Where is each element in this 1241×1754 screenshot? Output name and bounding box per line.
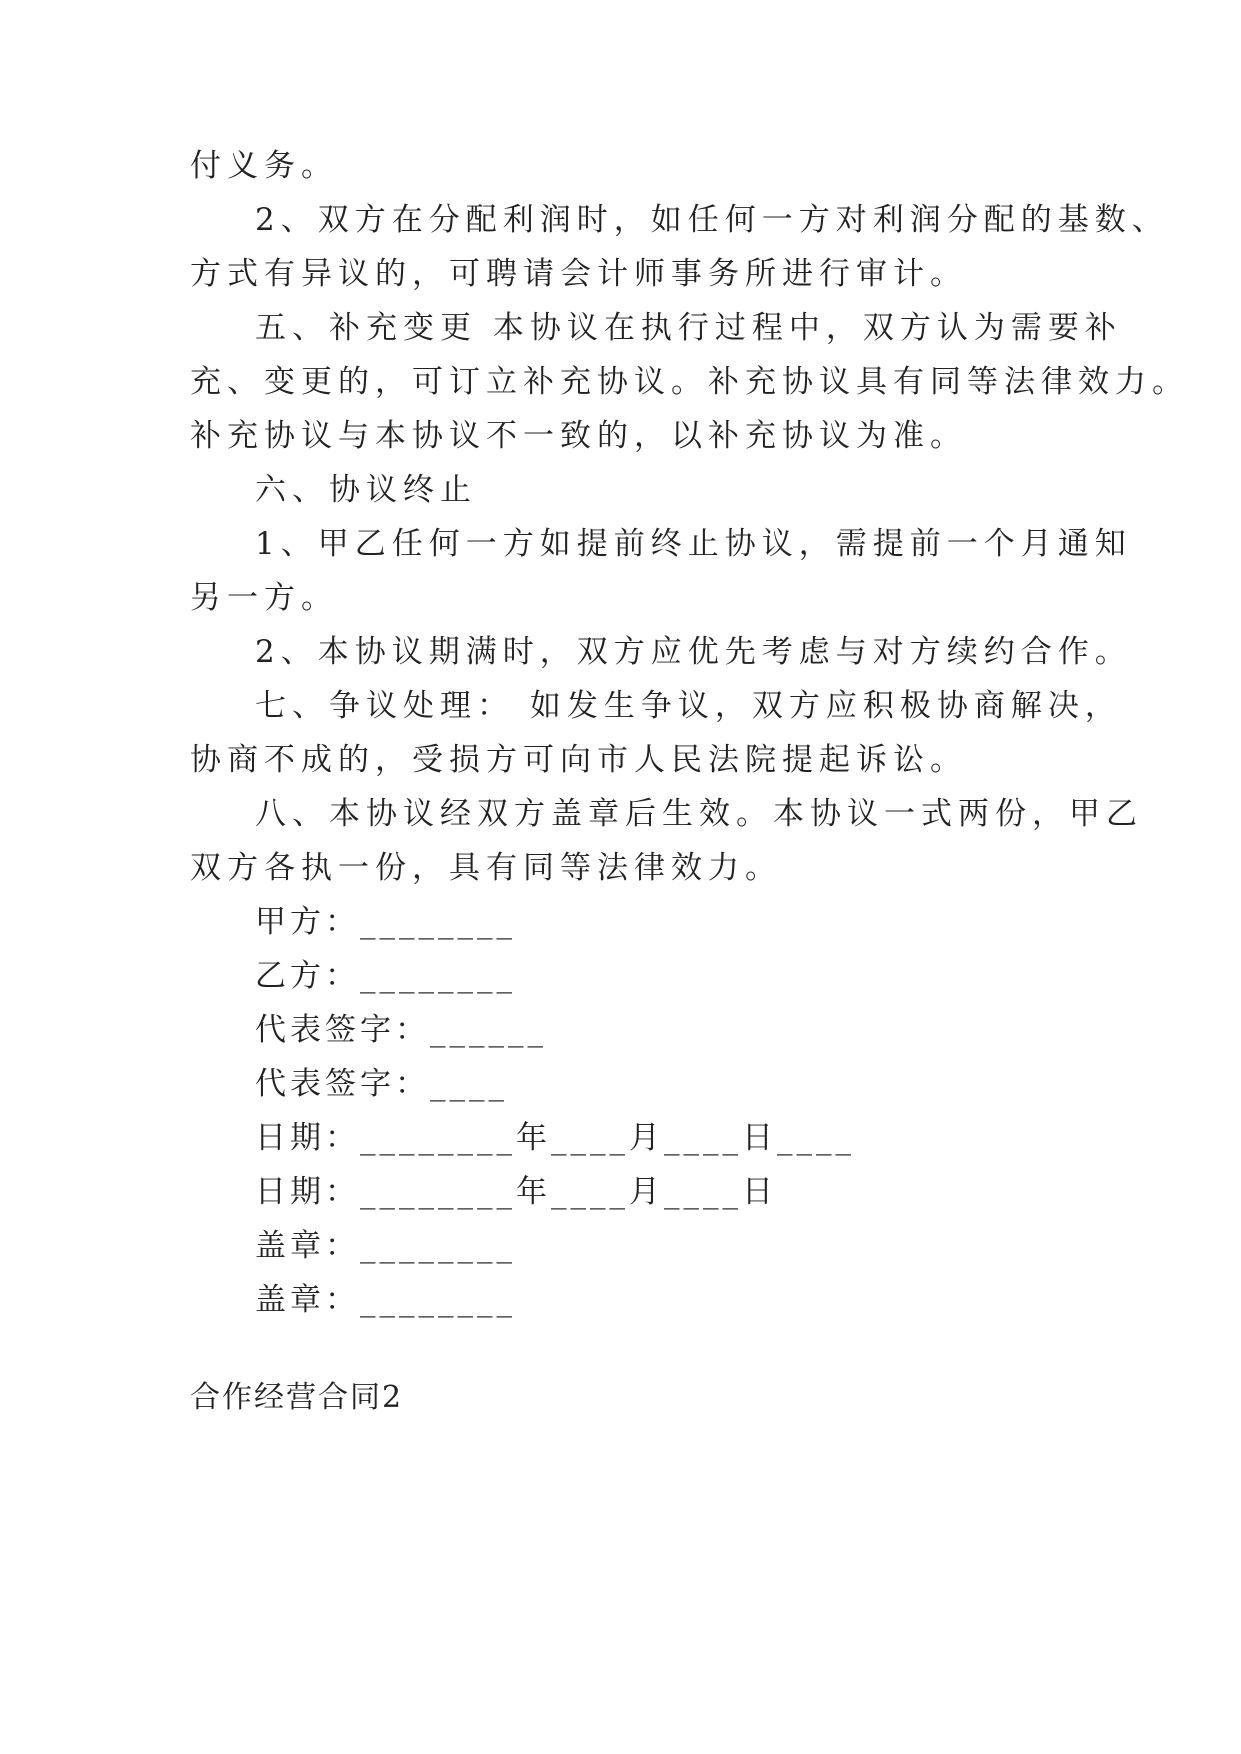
paragraph-line: 2、本协议期满时，双方应优先考虑与对方续约合作。 (255, 634, 1132, 670)
paragraph-line: 另一方。 (190, 580, 338, 616)
paragraph-line: 协商不成的，受损方可向市人民法院提起诉讼。 (190, 742, 967, 778)
seal-line: 盖章：________ (255, 1282, 516, 1318)
signature-line: 代表签字：____ (255, 1066, 508, 1102)
paragraph-line: 方式有异议的，可聘请会计师事务所进行审计。 (190, 256, 967, 292)
section-heading: 六、协议终止 (255, 472, 477, 508)
paragraph-line: 五、补充变更 本协议在执行过程中，双方认为需要补 (255, 310, 1122, 346)
paragraph-line: 付义务。 (190, 148, 338, 184)
paragraph-line: 七、争议处理： 如发生争议，双方应积极协商解决， (255, 688, 1122, 724)
paragraph-line: 双方各执一份，具有同等法律效力。 (190, 850, 782, 886)
paragraph-line: 补充协议与本协议不一致的，以补充协议为准。 (190, 418, 967, 454)
signature-line: 甲方：________ (255, 904, 516, 940)
paragraph-line: 1、甲乙任何一方如提前终止协议，需提前一个月通知 (255, 526, 1132, 562)
seal-line: 盖章：________ (255, 1228, 516, 1264)
next-document-title: 合作经营合同2 (190, 1380, 404, 1415)
date-line: 日期：________年____月____日____ (255, 1120, 855, 1156)
paragraph-line: 充、变更的，可订立补充协议。补充协议具有同等法律效力。 (190, 364, 1189, 400)
date-line: 日期：________年____月____日 (255, 1174, 777, 1210)
signature-line: 代表签字：______ (255, 1012, 547, 1048)
paragraph-line: 2、双方在分配利润时，如任何一方对利润分配的基数、 (255, 202, 1169, 238)
paragraph-line: 八、本协议经双方盖章后生效。本协议一式两份，甲乙 (255, 796, 1143, 832)
signature-line: 乙方：________ (255, 958, 516, 994)
